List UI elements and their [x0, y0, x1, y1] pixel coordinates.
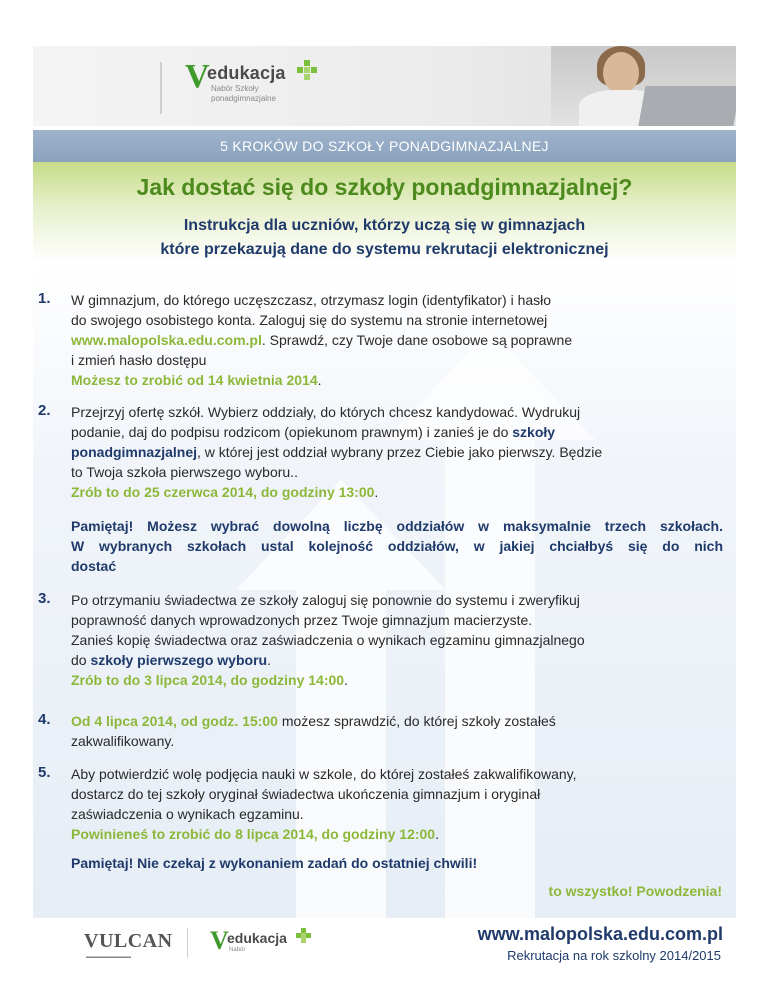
step-text-line: [71, 804, 723, 824]
text-segment: .: [374, 484, 379, 500]
step-number: 2.: [38, 402, 51, 419]
step-text-line: [71, 784, 723, 804]
step-text-line: [71, 462, 723, 482]
step-text-line: [71, 442, 723, 462]
text-segment: to Twoja szkoła pierwszego wyboru..: [71, 464, 298, 480]
note-line: dostać: [71, 558, 117, 574]
divider: [187, 928, 188, 958]
text-segment: do: [71, 652, 91, 668]
reminder-note: [71, 516, 723, 576]
step-number: 4.: [38, 711, 51, 728]
step-text-line: [71, 350, 723, 370]
highlight-text: Zrób to do 25 czerwca 2014, do godziny 13:00: [71, 484, 375, 500]
text-segment: podanie, daj do podpisu rodzicom (opiekunom prawnym) i zanieś je do: [71, 424, 513, 440]
step-text-line: [71, 670, 723, 690]
step-text: [71, 290, 723, 390]
emphasis-text: ponadgimnazjalnej: [71, 444, 198, 460]
step-text-line: [71, 482, 723, 502]
text-segment: Aby potwierdzić wolę podjęcia nauki w szkole, do której zostałeś zakwalifikowany,: [71, 766, 577, 782]
text-segment: zaświadczenia o wynikach egzaminu.: [71, 806, 304, 822]
page-title: Jak dostać się do szkoły ponadgimnazjalnej?: [136, 174, 633, 200]
text-segment: .: [267, 652, 271, 668]
text-segment: i zmień hasło dostępu: [71, 352, 207, 368]
title-area: [33, 162, 736, 262]
page-subtitle: [33, 214, 736, 262]
step-text: [71, 764, 723, 844]
recruitment-year: Rekrutacja na rok szkolny 2014/2015: [507, 948, 721, 963]
step-text-line: [71, 330, 723, 350]
logo-v-icon: V: [210, 926, 229, 955]
step-text-line: [71, 610, 723, 630]
text-segment: Po otrzymaniu świadectwa ze szkoły zaloguj się ponownie do systemu i zweryfikuj: [71, 592, 580, 608]
text-segment: Przejrzyj ofertę szkół. Wybierz oddziały, do których chcesz kandydować. Wydrukuj: [71, 404, 581, 420]
logo-squares-icon: [297, 60, 317, 80]
text-segment: do swojego osobistego konta. Zaloguj się do systemu na stronie internetowej: [71, 312, 548, 328]
steps-bar: 5 KROKÓW DO SZKOŁY PONADGIMNAZJALNEJ: [33, 130, 736, 162]
highlight-text: Zrób to do 3 lipca 2014, do godziny 14:00: [71, 672, 345, 688]
text-segment: . Sprawdź, czy Twoje dane osobowe są poprawne: [261, 332, 573, 348]
emphasis-text: szkoły pierwszego wyboru: [90, 652, 268, 668]
step-text-line: [71, 824, 723, 844]
step-text-line: [71, 650, 723, 670]
step-text-line: [71, 402, 723, 422]
logo-v-icon: V: [185, 58, 210, 95]
step-text-line: [71, 711, 723, 731]
website-link[interactable]: www.malopolska.edu.com.pl: [477, 924, 723, 944]
highlight-text: Od 4 lipca 2014, od godz. 15:00: [71, 713, 278, 729]
text-segment: .: [317, 372, 322, 388]
step-text-line: [71, 630, 723, 650]
step-number: 3.: [38, 590, 51, 607]
footer: [33, 918, 736, 978]
divider: [160, 62, 162, 114]
step-text: [71, 402, 723, 502]
text-segment: Zanieś kopię świadectwa oraz zaświadczenia o wynikach egzaminu gimnazjalnego: [71, 632, 585, 648]
step-text-line: [71, 290, 723, 310]
note-line: W wybranych szkołach ustal kolejność oddziałów, w jakiej chciałbyś się do nich: [71, 538, 723, 554]
highlight-text: Powinieneś to zrobić do 8 lipca 2014, do godziny 12:00: [71, 826, 436, 842]
student-photo: [551, 46, 736, 126]
vulcan-logo: VULCAN: [84, 930, 173, 952]
emphasis-text: szkoły: [512, 424, 556, 440]
step-text-line: [71, 310, 723, 330]
text-segment: możesz sprawdzić, do której szkoły zostałeś: [277, 713, 556, 729]
step-text-line: [71, 422, 723, 442]
logo-word: edukacja: [207, 63, 286, 83]
logo-subtitle: Nabór: [229, 947, 246, 953]
note-line: Pamiętaj! Możesz wybrać dowolną liczbę oddziałów w maksymalnie trzech szkołach.: [71, 518, 723, 534]
text-segment: dostarcz do tej szkoły oryginał świadectwa ukończenia gimnazjum i oryginał: [71, 786, 541, 802]
highlight-text: Możesz to zrobić od 14 kwietnia 2014: [71, 372, 318, 388]
subtitle-line: Instrukcja dla uczniów, którzy uczą się w gimnazjach: [183, 217, 586, 234]
step-text: [71, 590, 723, 690]
text-segment: zakwalifikowany.: [71, 733, 175, 749]
step-text-line: [71, 764, 723, 784]
logo-word: edukacja: [227, 930, 287, 946]
step-text-line: [71, 731, 723, 751]
logo-squares-icon: [296, 928, 312, 944]
note-line: Pamiętaj! Nie czekaj z wykonaniem zadań do ostatniej chwili!: [71, 855, 478, 871]
text-segment: .: [344, 672, 348, 688]
step-number: 5.: [38, 764, 51, 781]
step-text: [71, 711, 723, 751]
vulcan-logo-tagline-icon: ▬▬▬▬▬▬▬▬▬: [86, 954, 131, 960]
step-text-line: [71, 590, 723, 610]
step-text-line: [71, 370, 723, 390]
final-reminder: [71, 853, 723, 873]
logo-subtitle-1: Nabór Szkoły: [211, 84, 259, 93]
logo-subtitle-2: ponadgimnazjalne: [211, 94, 276, 103]
header-banner: [33, 46, 736, 126]
step-number: 1.: [38, 290, 51, 307]
highlight-text: www.malopolska.edu.com.pl: [71, 332, 262, 348]
closing-text: to wszystko! Powodzenia!: [548, 883, 722, 899]
text-segment: poprawność danych wprowadzonych przez Twoje gimnazjum macierzyste.: [71, 612, 533, 628]
subtitle-line: które przekazują dane do systemu rekrutacji elektronicznej: [160, 241, 609, 258]
text-segment: , w której jest oddział wybrany przez Ciebie jako pierwszy. Będzie: [197, 444, 603, 460]
text-segment: .: [435, 826, 439, 842]
text-segment: W gimnazjum, do którego uczęszczasz, otrzymasz login (identyfikator) i hasło: [71, 292, 552, 308]
